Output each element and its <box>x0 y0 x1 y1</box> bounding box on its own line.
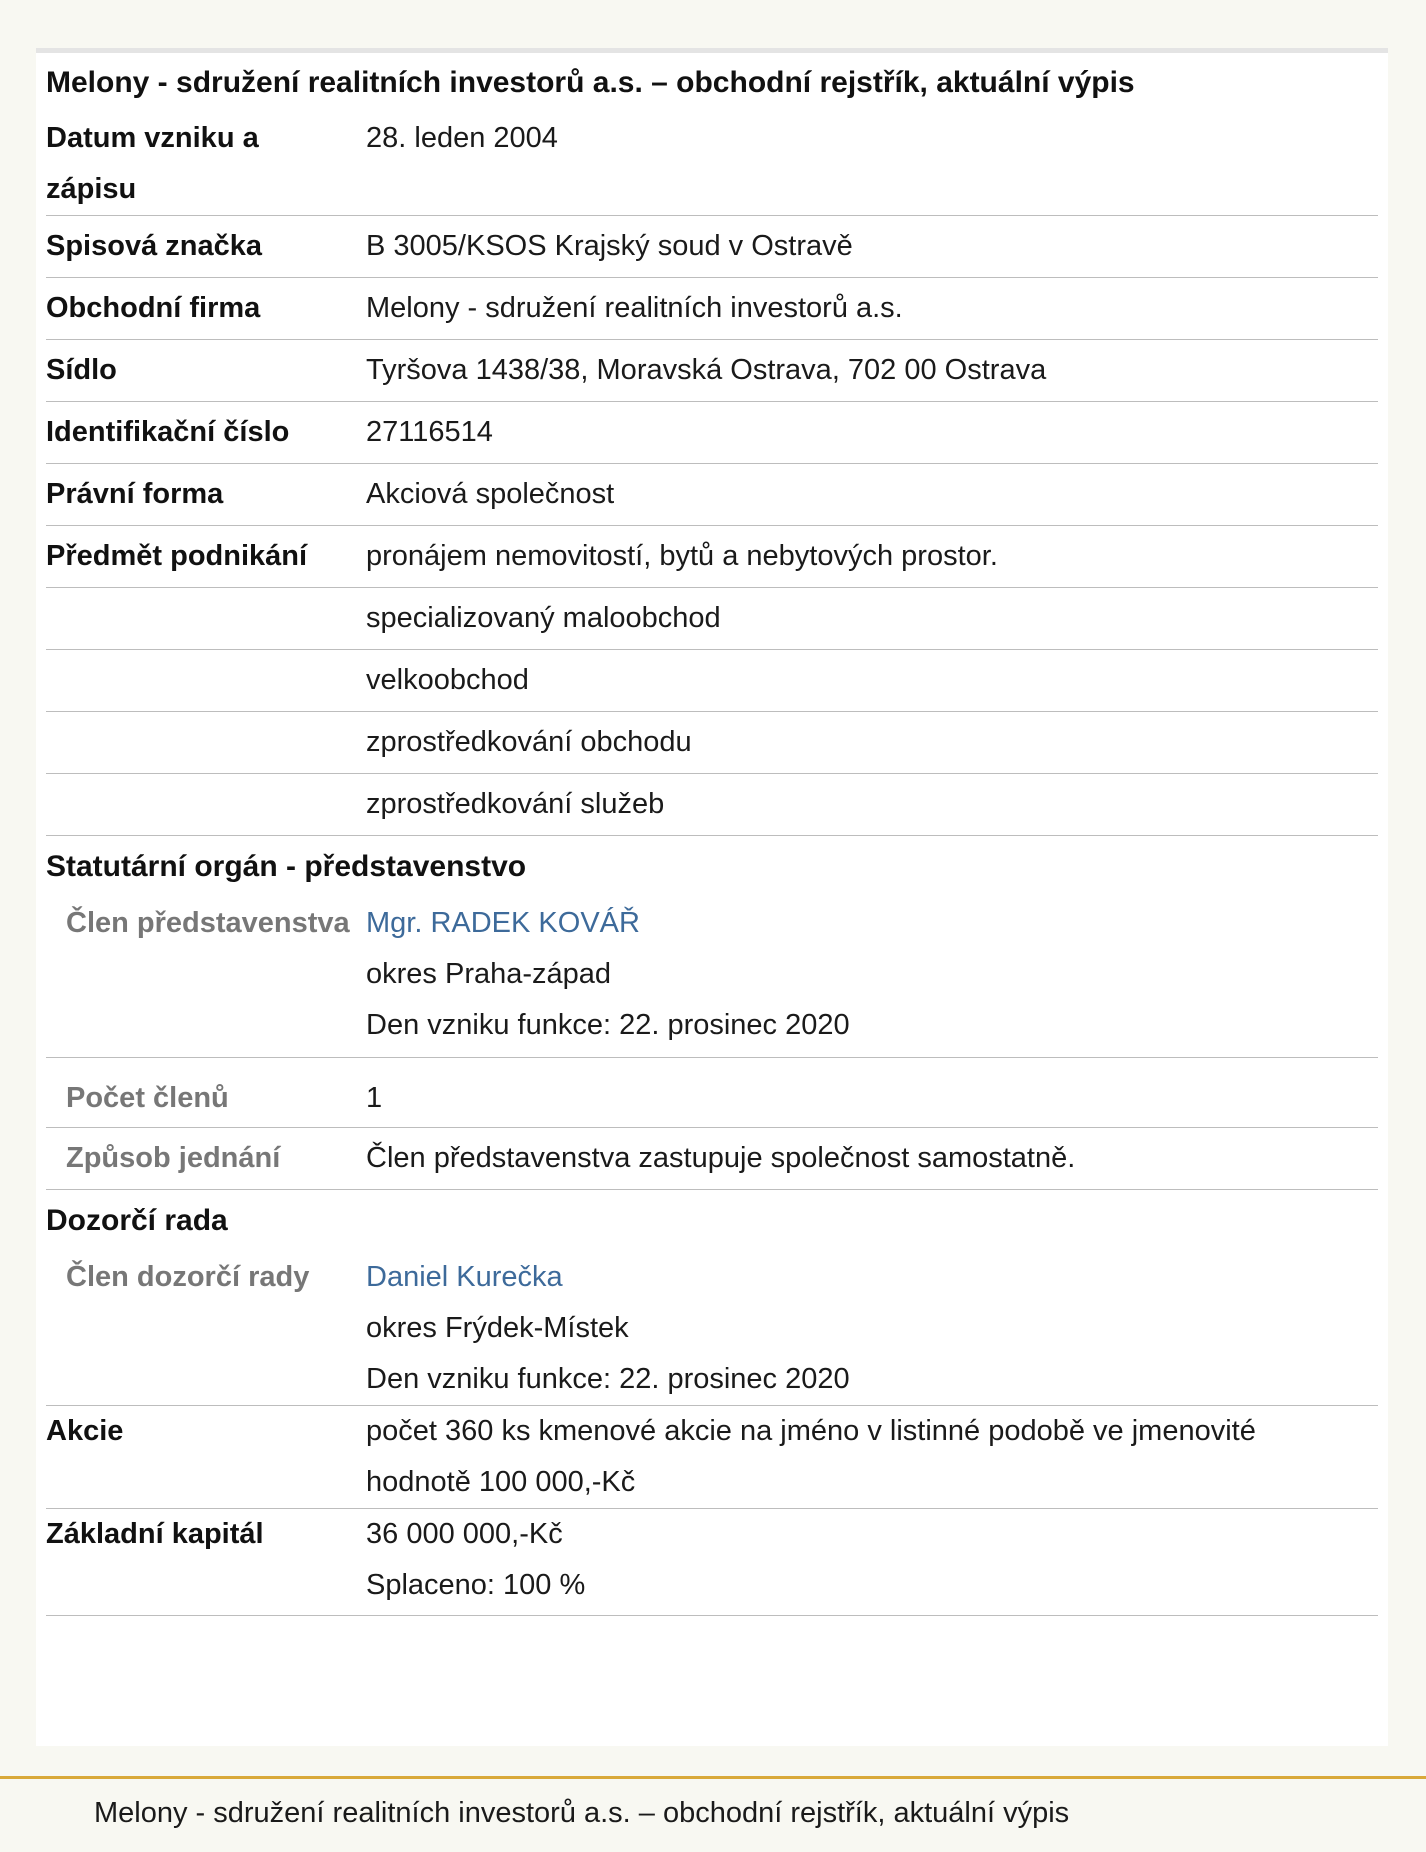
row-label: Právní forma <box>46 478 224 510</box>
row-clen-dozorci-rady <box>46 1252 1378 1406</box>
row-obchodni-firma <box>46 278 1378 340</box>
register-extract-card <box>36 48 1388 1746</box>
row-sublabel: Způsob jednání <box>66 1142 281 1174</box>
row-sublabel: Člen dozorčí rady <box>66 1261 310 1293</box>
row-clen-predstavenstva <box>46 898 1378 1058</box>
row-label: Spisová značka <box>46 230 262 262</box>
row-value: zprostředkování obchodu <box>366 726 692 758</box>
row-predmet-item <box>46 712 1378 774</box>
label-line: zápisu <box>46 173 137 205</box>
footer-title: Melony - sdružení realitních investorů a.s. – obchodní rejstřík, aktuální výpis <box>94 1797 1070 1829</box>
row-sublabel: Počet členů <box>66 1082 229 1114</box>
value-line: hodnotě 100 000,-Kč <box>366 1466 636 1498</box>
row-label: Sídlo <box>46 354 117 386</box>
row-label: Identifikační číslo <box>46 416 290 448</box>
row-label: Obchodní firma <box>46 292 261 324</box>
label-line: Datum vzniku a <box>46 122 259 154</box>
row-pravni-forma <box>46 464 1378 526</box>
row-value: velkoobchod <box>366 664 529 696</box>
row-zakladni-kapital <box>46 1509 1378 1616</box>
section-heading-statutarni: Statutární orgán - představenstvo <box>46 850 527 883</box>
row-value: 28. leden 2004 <box>366 122 558 154</box>
page-title: Melony - sdružení realitních investorů a.s. – obchodní rejstřík, aktuální výpis <box>46 66 1135 99</box>
row-label-empty <box>46 650 366 711</box>
row-value: 27116514 <box>366 416 493 448</box>
row-value <box>366 1252 1378 1405</box>
row-label: Základní kapitál <box>46 1518 264 1550</box>
row-spisova-znacka <box>46 216 1378 278</box>
value-line: počet 360 ks kmenové akcie na jméno v listinné podobě ve jmenovité <box>366 1415 1256 1447</box>
row-value: Akciová společnost <box>366 478 615 510</box>
row-sublabel: Člen představenstva <box>66 907 350 939</box>
row-pocet-clenu <box>46 1058 1378 1128</box>
row-value: Melony - sdružení realitních investorů a.s. <box>366 292 903 324</box>
footer <box>0 1776 1426 1852</box>
row-predmet-item <box>46 588 1378 650</box>
row-value <box>366 1406 1378 1508</box>
value-line: 36 000 000,-Kč <box>366 1518 563 1550</box>
row-label-empty <box>46 774 366 835</box>
member-since: Den vzniku funkce: 22. prosinec 2020 <box>366 1009 850 1041</box>
row-value: 1 <box>366 1082 383 1114</box>
member-since: Den vzniku funkce: 22. prosinec 2020 <box>366 1363 850 1395</box>
member-name-link[interactable]: Daniel Kurečka <box>366 1261 563 1293</box>
row-identifikacni-cislo <box>46 402 1378 464</box>
row-zpusob-jednani <box>46 1128 1378 1190</box>
value-line: Splaceno: 100 % <box>366 1569 586 1601</box>
row-predmet-podnikani <box>46 526 1378 588</box>
section-heading-dozorci: Dozorčí rada <box>46 1204 228 1237</box>
member-name-link[interactable]: Mgr. RADEK KOVÁŘ <box>366 907 640 939</box>
row-value: Člen představenstva zastupuje společnost samostatně. <box>366 1142 1076 1174</box>
row-sidlo <box>46 340 1378 402</box>
row-datum-vzniku <box>46 113 1378 216</box>
row-value: B 3005/KSOS Krajský soud v Ostravě <box>366 230 853 262</box>
row-label-empty <box>46 588 366 649</box>
row-value: zprostředkování služeb <box>366 788 665 820</box>
member-district: okres Frýdek-Místek <box>366 1312 629 1344</box>
row-value: pronájem nemovitostí, bytů a nebytových prostor. <box>366 540 998 572</box>
row-predmet-item <box>46 774 1378 836</box>
row-label: Předmět podnikání <box>46 540 308 572</box>
row-value <box>366 898 1378 1051</box>
member-district: okres Praha-západ <box>366 958 612 990</box>
row-label <box>46 113 366 215</box>
row-value: Tyršova 1438/38, Moravská Ostrava, 702 00 Ostrava <box>366 354 1047 386</box>
row-label-empty <box>46 712 366 773</box>
row-label: Akcie <box>46 1415 124 1447</box>
row-akcie <box>46 1406 1378 1509</box>
row-predmet-item <box>46 650 1378 712</box>
row-value <box>366 1509 1378 1611</box>
row-value: specializovaný maloobchod <box>366 602 721 634</box>
